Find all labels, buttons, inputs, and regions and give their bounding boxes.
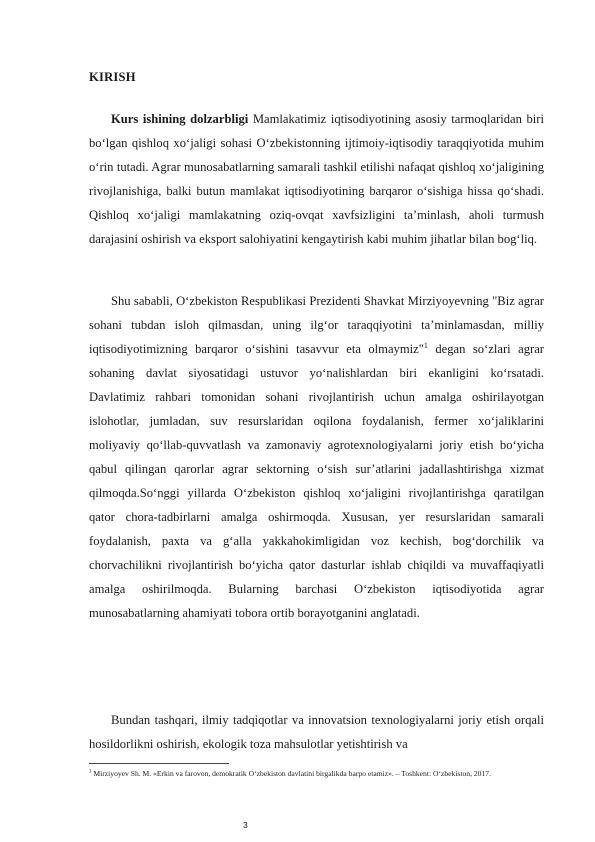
- footnote-text: Mirziyoyev Sh. M. «Erkin va farovon, demokratik O‘zbekiston davlatini birgalikda barpo etamiz». – Toshkent: O‘zbekiston, 2017.: [91, 769, 491, 778]
- page-number: 3: [243, 820, 248, 830]
- footnote-reference[interactable]: 1: [423, 340, 428, 350]
- paragraph-innovation: Bundan tashqari, ilmiy tadqiqotlar va innovatsion texnologiyalarni joriy etish orqali hosildorlikni oshirish, ekologik toza mahsulotlar yetishtirish va: [89, 713, 544, 751]
- footnote: [89, 765, 544, 783]
- quote-text-start: Shu sababli, O‘zbekiston Respublikasi Prezidenti Shavkat Mirziyoyevning "Biz agrar sohani tubdan isloh qilmasdan, uning ilg‘or taraqqiyotini ta’minlamasdan, milliy iqtisodiyotimizning barqaror o‘sishini tasavvur eta olmaymiz": [89, 294, 544, 356]
- footnote-divider: [89, 763, 229, 764]
- relevance-lead: Kurs ishining dolzarbligi: [111, 112, 249, 126]
- paragraph-president-quote: [89, 289, 544, 625]
- quote-text-end: degan so‘zlari agrar sohaning davlat siyosatidagi ustuvor yo‘nalishlardan biri ekanligini ko‘rsatadi. Davlatimiz rahbari tomonidan sohani rivojlantirish uchun amalga oshirilayotgan islohotlar, jumladan, suv resurslaridan oqilona foydalanish, fermer xo‘jaliklarini moliyaviy qo‘llab-quvvatlash va zamonaviy agrotexnologiyalarni joriy etish bo‘yicha qabul qilingan qarorlar agrar sektorning o‘sish sur’atlarini jadallashtirishga xizmat qilmoqda.So‘nggi yillarda O‘zbekiston qishloq xo‘jaligini rivojlantirishga qaratilgan qator chora-tadbirlarni amalga oshirmoqda. Xususan, yer resurslaridan samarali foydalanish, paxta va g‘alla yakkahokimligidan voz kechish, bog‘dorchilik va chorvachilikni rivojlantirish bo‘yicha qator dasturlar ishlab chiqildi va muvaffaqiyatli amalga oshirilmoqda. Bularning barchasi O‘zbekiston iqtisodiyotida agrar munosabatlarning ahamiyati tobora ortib borayotganini anglatadi.: [89, 342, 544, 620]
- footnote-mark: 1: [89, 769, 92, 775]
- relevance-text: Mamlakatimiz iqtisodiyotining asosiy tarmoqlaridan biri bo‘lgan qishloq xo‘jaligi sohasi O‘zbekistonning ijtimoiy-iqtisodiy taraqqiyotida muhim o‘rin tutadi. Agrar munosabatlarning samarali tashkil etilishi nafaqat qishloq xo‘jaligining rivojlanishiga, balki butun mamlakat iqtisodiyotining barqaror o‘sishiga hissa qo‘shadi. Qishloq xo‘jaligi mamlakatning oziq-ovqat xavfsizligini ta’minlash, aholi turmush darajasini oshirish va eksport salohiyatini kengaytirish kabi muhim jihatlar bilan bog‘liq.: [89, 112, 544, 246]
- paragraph-relevance: [89, 107, 544, 251]
- section-heading: KIRISH: [89, 70, 136, 84]
